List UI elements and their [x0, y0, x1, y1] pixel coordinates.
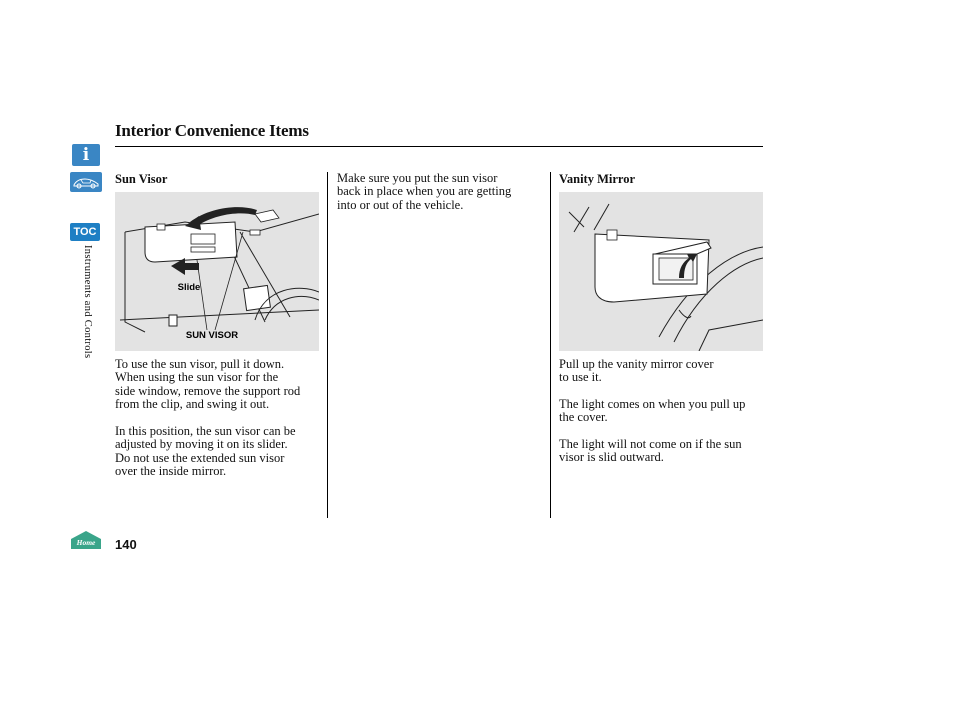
vanity-mirror-paragraph-2: The light comes on when you pull up the cover. [559, 397, 746, 425]
vanity-mirror-heading: Vanity Mirror [559, 172, 636, 186]
vanity-mirror-paragraph-3: The light will not come on if the sun visor is slid outward. [559, 437, 742, 465]
home-button[interactable] [70, 530, 102, 550]
car-icon [70, 172, 102, 192]
vanity-mirror-illustration [559, 192, 763, 351]
page-number: 140 [115, 537, 137, 552]
info-nav-button[interactable] [72, 144, 100, 166]
sun-visor-illustration [115, 192, 319, 351]
toc-button[interactable]: TOC [70, 223, 100, 241]
column-divider-2 [550, 172, 551, 518]
vanity-mirror-figure [559, 192, 763, 351]
sun-visor-paragraph-1: To use the sun visor, pull it down. When using the sun visor for the side window, remove the support rod from the clip, and swing it out. [115, 357, 301, 412]
vanity-mirror-paragraph-1: Pull up the vanity mirror cover to use it. [559, 357, 714, 385]
home-icon [70, 530, 102, 550]
title-rule [115, 146, 763, 147]
home-label: Home [76, 538, 96, 547]
page-title: Interior Convenience Items [115, 121, 309, 140]
sun-visor-heading: Sun Visor [115, 172, 168, 186]
middle-paragraph: Make sure you put the sun visor back in place when you are getting into or out of the vehicle. [337, 171, 512, 212]
sun-visor-callout: SUN VISOR [185, 330, 239, 341]
section-label: Instruments and Controls [82, 245, 93, 359]
car-nav-button[interactable] [70, 172, 102, 192]
slide-label: Slide [177, 282, 201, 293]
column-divider-1 [327, 172, 328, 518]
sun-visor-figure [115, 192, 319, 351]
sun-visor-paragraph-2: In this position, the sun visor can be adjusted by moving it on its slider. Do not use the extended sun visor over the inside mirror. [115, 424, 296, 479]
info-icon: i [82, 145, 90, 165]
